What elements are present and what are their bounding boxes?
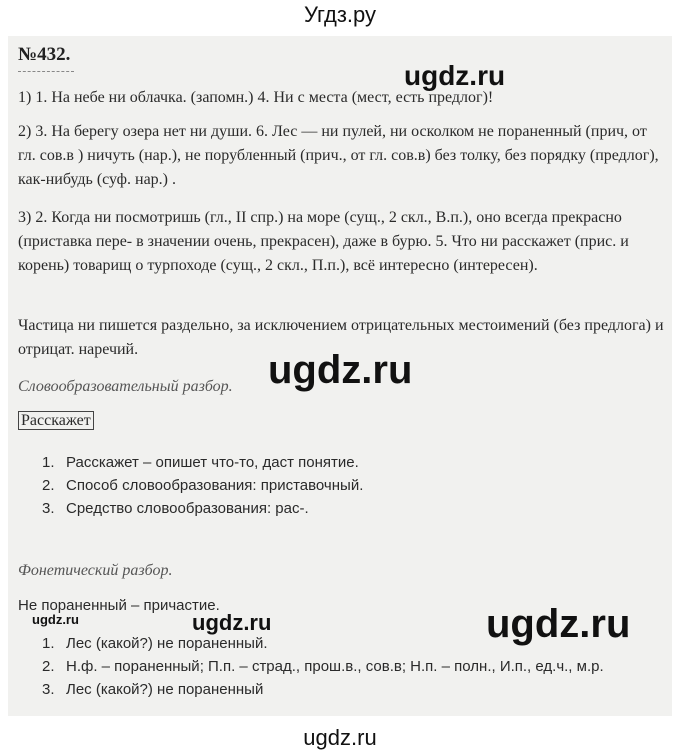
watermark: ugdz.ru	[268, 348, 413, 392]
analysed-word-text: Расскажет	[18, 411, 94, 430]
list-item: 3. Средство словообразования: рас-.	[42, 500, 309, 517]
list-item: 1. Лес (какой?) не пораненный.	[42, 635, 268, 652]
watermark-bottom: ugdz.ru	[303, 725, 377, 750]
list-item: 1. Расскажет – опишет что-то, даст понятие.	[42, 454, 359, 471]
paragraph-1: 1) 1. На небе ни облачка. (запомн.) 4. Ни с места (мест, есть предлог)!	[18, 89, 494, 106]
analysed-word	[18, 412, 94, 430]
task-number: №432.	[18, 44, 71, 65]
list-item: 3. Лес (какой?) не пораненный	[42, 681, 264, 698]
site-title: Угдз.ру	[303, 2, 377, 27]
phonetic-intro: Не пораненный – причастие.	[18, 597, 220, 614]
paragraph-3: 3) 2. Когда ни посмотришь (гл., II спр.) на море (сущ., 2 скл., В.п.), оно всегда прекрасно (приставка пере- в значении очень, прекрасен), даже в бурю. 5. Что ни расскажет (прис. и корень) товарищ о турпоходе (сущ., 2 скл., П.п.), всё интересно (интересен).	[18, 209, 629, 274]
phonetic-analysis-list	[18, 632, 604, 701]
watermark: ugdz.ru	[404, 60, 506, 91]
watermark: ugdz.ru	[32, 612, 79, 627]
paragraph-2: 2) 3. На берегу озера нет ни души. 6. Лес — ни пулей, ни осколком не пораненный (прич, от гл. сов.в ) ничуть (нар.), не порубленный (прич., от гл. сов.в) без толку, без порядку (предлог), как-нибудь (суф. нар.) .	[18, 123, 659, 188]
watermark: ugdz.ru	[192, 610, 272, 635]
phonetic-analysis-heading: Фонетический разбор.	[18, 562, 173, 579]
word-analysis-list	[18, 451, 363, 520]
paragraph-rule: Частица ни пишется раздельно, за исключением отрицательных местоимений (без предлога) и отрицат. наречий.	[18, 317, 664, 358]
word-analysis-heading: Словообразовательный разбор.	[18, 378, 233, 395]
list-item: 2. Н.ф. – пораненный; П.п. – страд., прош.в., сов.в; Н.п. – полн., И.п., ед.ч., м.р.	[42, 658, 604, 675]
list-item: 2. Способ словообразования: приставочный.	[42, 477, 364, 494]
watermark: ugdz.ru	[486, 602, 631, 646]
